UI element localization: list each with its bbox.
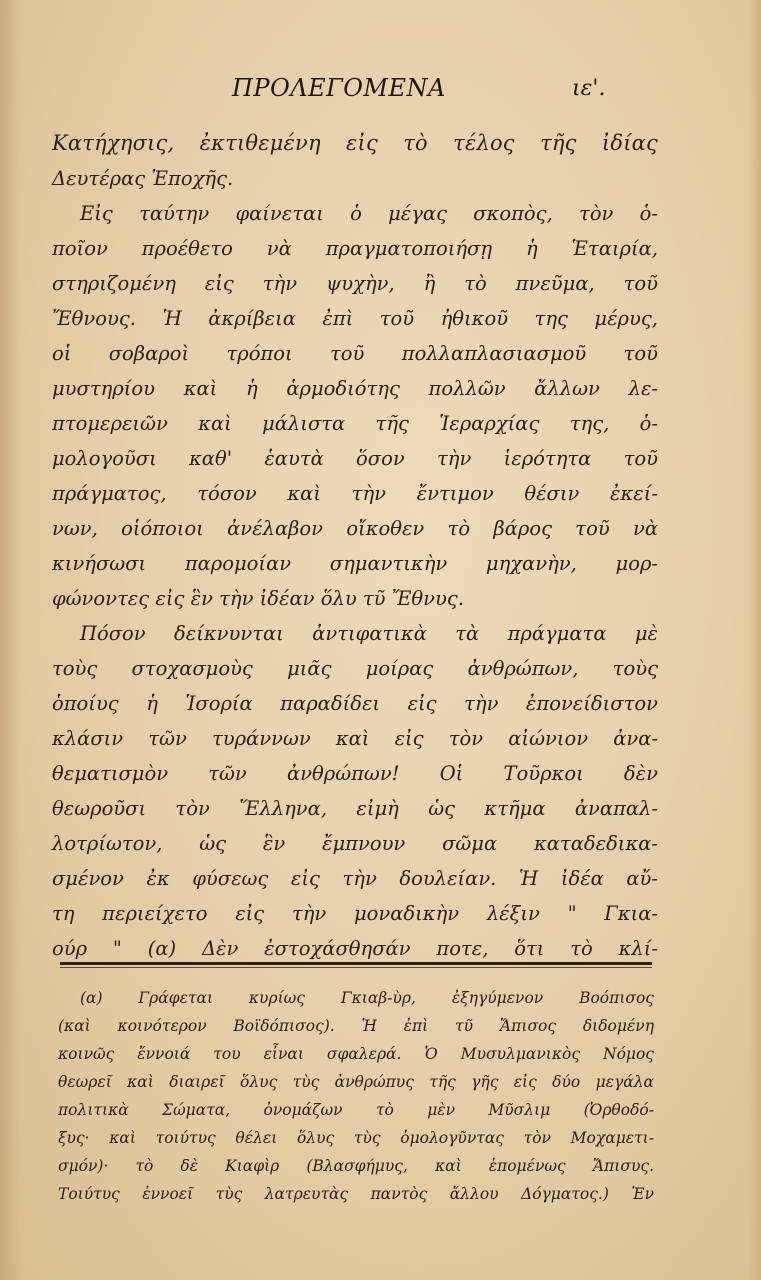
footnote-line: Τοιύτυς ἐννοεῖ τὺς λατρευτὰς παντὸς ἄλλου Δόγματος.) Ἐν <box>58 1185 654 1203</box>
text-line: ποῖον προέθετο νὰ πραγματοποιήσῃ ἡ Ἑταιρία, <box>52 237 658 260</box>
text-line: τη περιείχετο εἰς τὴν μοναδικὴν λέξιν " Γκια- <box>52 902 658 925</box>
text-line: νων, οἱόποιοι ἀνέλαβον οἴκοθεν τὸ βάρος τοῦ νὰ <box>52 517 658 540</box>
footnotes <box>58 984 654 1208</box>
footnote-divider <box>60 962 652 965</box>
text-line: πτομερειῶν καὶ μάλιστα τῆς Ἱεραρχίας της, ὁ- <box>52 412 658 435</box>
footnote-line: πολιτικὰ Σώματα, ὀνομάζων τὸ μὲν Μῦσλιμ (Ὀρθοδό- <box>58 1101 654 1119</box>
text-line: τοὺς στοχασμοὺς μιᾶς μοίρας ἀνθρώπων, τοὺς <box>52 657 658 680</box>
text-line: κινήσωσι παρομοίαν σημαντικὴν μηχανὴν, μορ- <box>52 552 658 575</box>
footnote-line: (α) Γράφεται κυρίως Γκιαβ-ὺρ, ἐξηγύμενον Βοόπισος <box>80 989 654 1007</box>
footnote-line: σμόν)· τὸ δὲ Κιαφὶρ (Βλασφήμυς, καὶ ἑπομένως Ἄπισυς. <box>58 1157 654 1175</box>
footnote-line: ξυς· καὶ τοιύτυς θέλει ὅλυς τὺς ὁμολογῦντας τὸν Μοχαμετι- <box>58 1129 654 1147</box>
page-number: ιε'. <box>572 76 606 101</box>
text-line: σμένον ἐκ φύσεως εἰς τὴν δουλείαν. Ἡ ἰδέα αὔ- <box>52 867 658 890</box>
text-line: μολογοῦσι καθ' ἑαυτὰ ὅσον τὴν ἱερότητα τοῦ <box>52 447 658 470</box>
footnote-line: θεωρεῖ καὶ διαιρεῖ ὅλυς τὺς ἀνθρώπυς τῆς γῆς εἰς δύο μεγάλα <box>58 1073 654 1091</box>
footnote-line: κοινῶς ἔννοιά του εἶναι σφαλερά. Ὁ Μυσυλμανικὸς Νόμος <box>58 1045 654 1063</box>
text-line: στηριζομένη εἰς τὴν ψυχὴν, ἢ τὸ πνεῦμα, τοῦ <box>52 272 658 295</box>
running-title: ΠΡΟΛΕΓΟΜΕΝΑ <box>232 74 446 102</box>
text-line: οἱ σοβαροὶ τρόποι τοῦ πολλαπλασιασμοῦ τοῦ <box>52 342 658 365</box>
text-line: ὁποίυς ἡ Ἱσορία παραδίδει εἰς τὴν ἐπονείδιστον <box>52 692 658 715</box>
text-line: Ἔθνους. Ἡ ἀκρίβεια ἐπὶ τοῦ ἠθικοῦ της μέρυς, <box>52 307 658 330</box>
running-head <box>0 74 761 108</box>
text-line: λοτρίωτον, ὡς ἓν ἔμπνουν σῶμα καταδεδικα- <box>52 832 658 855</box>
text-line: Κατήχησις, ἐκτιθεμένη εἰς τὸ τέλος τῆς ἰδίας <box>52 131 658 155</box>
text-line: πράγματος, τόσον καὶ τὴν ἔντιμον θέσιν ἐκεί- <box>52 482 658 505</box>
text-line: Πόσον δείκνυνται ἀντιφατικὰ τὰ πράγματα μὲ <box>80 622 658 645</box>
text-line: Δευτέρας Ἐποχῆς. <box>52 167 234 190</box>
text-line: φώνοντες εἰς ἓν τὴν ἰδέαν ὅλυ τῦ Ἔθνυς. <box>52 587 464 610</box>
text-line: Εἰς ταύτην φαίνεται ὁ μέγας σκοπὸς, τὸν ὁ- <box>80 202 658 225</box>
text-line: μυστηρίου καὶ ἡ ἁρμοδιότης πολλῶν ἄλλων λε- <box>52 377 658 400</box>
body-text <box>52 126 658 966</box>
text-line: κλάσιν τῶν τυράννων καὶ εἰς τὸν αἰώνιον ἀνα- <box>52 727 658 750</box>
text-line: θεματισμὸν τῶν ἀνθρώπων! Οἱ Τοῦρκοι δὲν <box>52 762 658 785</box>
footnote-line: (καὶ κοινότερον Βοϊδόπισος). Ἡ ἐπὶ τῦ Ἄπισος διδομένη <box>58 1017 654 1035</box>
text-line: ούρ " (α) Δὲν ἐστοχάσθησάν ποτε, ὅτι τὸ κλί- <box>52 937 658 960</box>
text-line: θεωροῦσι τὸν Ἕλληνα, εἰμὴ ὡς κτῆμα ἀναπαλ- <box>52 797 658 820</box>
